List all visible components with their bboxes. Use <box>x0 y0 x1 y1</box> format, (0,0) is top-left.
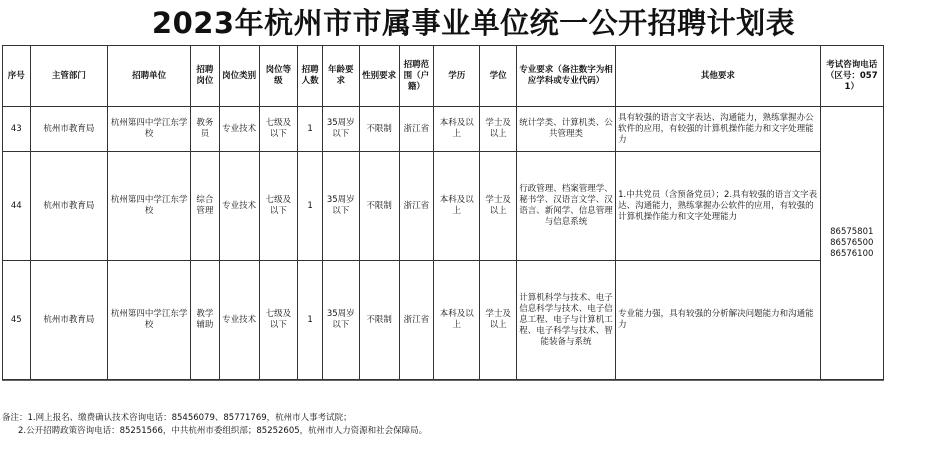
degree-cell: 学士及以上 <box>480 152 517 261</box>
header-cell: 招聘岗位 <box>191 46 220 107</box>
header-cell: 年龄要求 <box>322 46 359 107</box>
note-line: 2.公开招聘政策咨询电话：85251566，中共杭州市委组织部；85252605，杭州市人力资源和社会保障局。 <box>18 426 428 436</box>
education-cell: 本科及以上 <box>434 107 480 152</box>
header-cell: 招聘单位 <box>108 46 191 107</box>
level-cell: 七级及以下 <box>259 152 298 261</box>
degree-cell: 学士及以上 <box>480 107 517 152</box>
education-cell: 本科及以上 <box>434 261 480 380</box>
dept-cell: 杭州市教育局 <box>30 107 108 152</box>
scope-cell: 浙江省 <box>399 107 434 152</box>
header-cell: 考试咨询电话（区号：0571） <box>820 46 883 107</box>
header-cell: 性别要求 <box>359 46 399 107</box>
recruitment-plan-table <box>2 45 884 380</box>
gender-cell: 不限制 <box>359 107 399 152</box>
scope-cell: 浙江省 <box>399 261 434 380</box>
header-cell: 其他要求 <box>616 46 820 107</box>
gender-cell: 不限制 <box>359 152 399 261</box>
phone-line: 86576100 <box>830 248 874 259</box>
degree-cell: 学士及以上 <box>480 261 517 380</box>
gender-cell: 不限制 <box>359 261 399 380</box>
education-cell: 本科及以上 <box>434 152 480 261</box>
dept-cell: 杭州市教育局 <box>30 261 108 380</box>
level-cell: 七级及以下 <box>259 107 298 152</box>
header-cell: 学历 <box>434 46 480 107</box>
note-line: 备注：1.网上报名、缴费确认技术咨询电话：85456079、85771769，杭州市人事考试院； <box>2 413 352 423</box>
age-cell: 35周岁以下 <box>322 152 359 261</box>
other-requirements-cell: 具有较强的语言文字表达、沟通能力，熟练掌握办公软件的应用，有较强的计算机操作能力和文字处理能力 <box>616 107 820 152</box>
age-cell: 35周岁以下 <box>322 261 359 380</box>
scope-cell: 浙江省 <box>399 152 434 261</box>
row-number: 43 <box>3 107 31 152</box>
post-cell: 教学辅助 <box>191 261 220 380</box>
row-number: 44 <box>3 152 31 261</box>
header-row <box>3 46 884 107</box>
header-cell: 序号 <box>3 46 31 107</box>
header-cell: 学位 <box>480 46 517 107</box>
notes-section <box>2 412 902 438</box>
category-cell: 专业技术 <box>219 152 259 261</box>
phone-line: 86575801 <box>830 226 874 237</box>
page-title: 2023年杭州市市属事业单位统一公开招聘计划表 <box>151 6 796 40</box>
count-cell: 1 <box>298 107 323 152</box>
phone-line: 86576500 <box>830 237 874 248</box>
row-number: 45 <box>3 261 31 380</box>
age-cell: 35周岁以下 <box>322 107 359 152</box>
category-cell: 专业技术 <box>219 261 259 380</box>
unit-cell: 杭州第四中学江东学校 <box>108 261 191 380</box>
table-row <box>3 107 884 152</box>
table-bottom-divider <box>2 380 884 381</box>
unit-cell: 杭州第四中学江东学校 <box>108 107 191 152</box>
table-row <box>3 261 884 380</box>
header-cell: 岗位类别 <box>219 46 259 107</box>
phone-cell <box>820 107 883 380</box>
other-requirements-cell: 专业能力强，具有较强的分析解决问题能力和沟通能力 <box>616 261 820 380</box>
post-cell: 综合管理 <box>191 152 220 261</box>
table-row <box>3 152 884 261</box>
post-cell: 教务员 <box>191 107 220 152</box>
other-requirements-cell: 1.中共党员（含预备党员）；2.具有较强的语言文字表达、沟通能力，熟练掌握办公软件的应用，有较强的计算机操作能力和文字处理能力 <box>616 152 820 261</box>
dept-cell: 杭州市教育局 <box>30 152 108 261</box>
level-cell: 七级及以下 <box>259 261 298 380</box>
header-cell: 专业要求（备注数字为相应学科或专业代码） <box>517 46 616 107</box>
category-cell: 专业技术 <box>219 107 259 152</box>
major-cell: 计算机科学与技术、电子信息科学与技术、电子信息工程、电子与计算机工程、电子科学与技术、智能装备与系统 <box>517 261 616 380</box>
header-cell: 招聘范围（户籍） <box>399 46 434 107</box>
header-cell: 岗位等级 <box>259 46 298 107</box>
major-cell: 统计学类、计算机类、公共管理类 <box>517 107 616 152</box>
major-cell: 行政管理、档案管理学、秘书学、汉语言文学、汉语言、新闻学、信息管理与信息系统 <box>517 152 616 261</box>
header-cell: 招聘人数 <box>298 46 323 107</box>
count-cell: 1 <box>298 152 323 261</box>
unit-cell: 杭州第四中学江东学校 <box>108 152 191 261</box>
count-cell: 1 <box>298 261 323 380</box>
header-cell: 主管部门 <box>30 46 108 107</box>
